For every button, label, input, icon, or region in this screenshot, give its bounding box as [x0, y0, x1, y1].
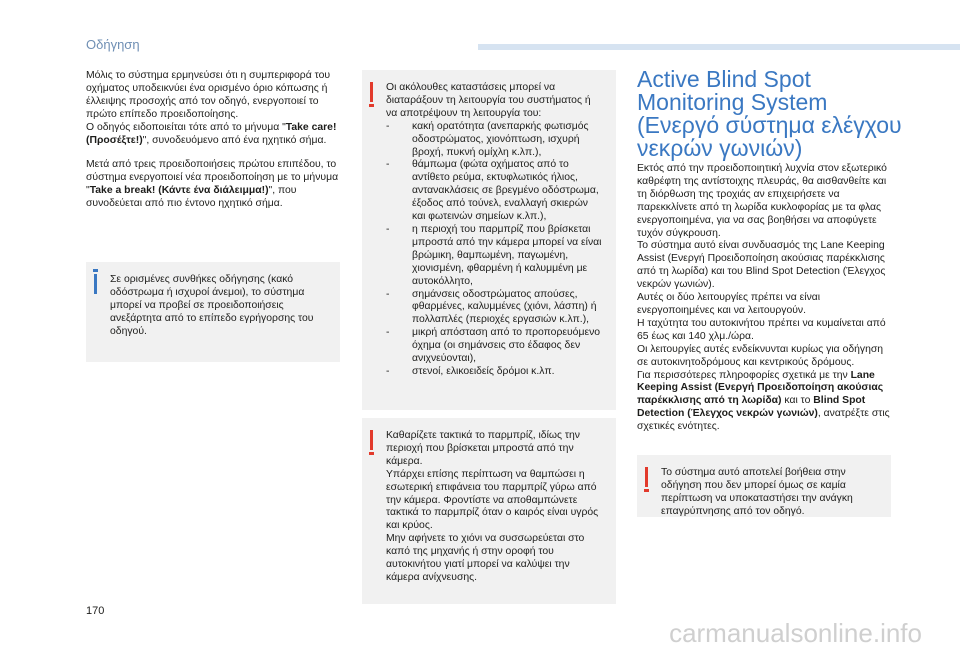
right-column	[637, 163, 895, 434]
paragraph-text: Για περισσότερες πληροφορίες σχετικά με την	[637, 369, 851, 381]
left-column	[86, 70, 344, 211]
cross-reference: Blind Spot Detection (Έλεγχος νεκρών γωνιών)	[637, 395, 866, 420]
paragraph-text: ", που συνοδεύεται από πιο έντονο ηχητικό σήμα.	[86, 185, 297, 210]
list-item: - μικρή απόσταση από το προπορευόμενο όχημα (οι σημάνσεις στο έδαφος δεν ανιχνεύονται),	[386, 327, 604, 366]
page-header-title: Οδήγηση	[86, 37, 140, 52]
message-text: Take care! (Προσέξτε!)	[86, 121, 337, 146]
note-intro: Οι ακόλουθες καταστάσεις μπορεί να διαταράξουν τη λειτουργία του συστήματος ή να αποτρέψουν τη λειτουργία του:	[386, 82, 591, 119]
warning-note-cleaning	[362, 418, 616, 604]
section-title-line: Monitoring System	[637, 89, 828, 115]
list-item: - στενοί, ελικοειδείς δρόμοι κ.λπ.	[386, 366, 604, 379]
paragraph-text: Ο οδηγός ειδοποιείται τότε από το μήνυμα "	[86, 121, 286, 133]
warning-icon	[645, 467, 648, 487]
note-text: Υπάρχει επίσης περίπτωση να θαμπώσει η εσωτερική επιφάνεια του παρμπρίζ γύρω από την κάμερα. Φροντίστε να αποθαμπώνετε τακτικά το παρμπρίζ όταν ο καιρός είναι υγρός και κρύος.	[386, 468, 599, 532]
paragraph-text: Μετά από τρεις προειδοποιήσεις πρώτου επιπέδου, το σύστημα ενεργοποιεί νέα προειδοποίηση με το μήνυμα "	[86, 159, 339, 197]
note-text: Μην αφήνετε το χιόνι να συσσωρεύεται στο καπό της μηχανής ή στην οροφή του αυτοκινήτου γιατί μπορεί να καλύψει την κάμερα ανίχνευσης.	[386, 533, 585, 583]
page-number: 170	[86, 605, 105, 617]
warning-icon	[370, 430, 373, 450]
conditions-list	[386, 121, 604, 379]
note-text: Καθαρίζετε τακτικά το παρμπρίζ, ιδίως την περιοχή που βρίσκεται μπροστά από την κάμερα.	[386, 430, 580, 467]
paragraph-text: Μόλις το σύστημα ερμηνεύσει ότι η συμπεριφορά του οχήματος υποδεικνύει ένα ορισμένο όριο κόπωσης ή έλλειψης προσοχής από τον οδηγό, ενεργοποιεί το πρώτο επίπεδο προειδοποίησης.	[86, 70, 331, 120]
note-text: Το σύστημα αυτό αποτελεί βοήθεια στην οδήγηση που δεν μπορεί όμως σε καμία περίπτωση να υποκαταστήσει την ανάγκη επαγρύπνησης από τον οδηγό.	[661, 467, 853, 517]
paragraph	[86, 159, 344, 211]
paragraph: Το σύστημα αυτό είναι συνδυασμός της Lane Keeping Assist (Ενεργή Προειδοποίηση ακούσιας παρέκκλισης από τη λωρίδα) και του Blind Spot Detection (Έλεγχος νεκρών γωνιών).	[637, 240, 886, 291]
header-divider	[478, 44, 960, 50]
list-item: - η περιοχή του παρμπρίζ που βρίσκεται μπροστά από την κάμερα μπορεί να είναι βρώμικη, θαμπωμένη, παγωμένη, χιονισμένη, φθαρμένη ή καλυμμένη με αυτοκόλλητο,	[386, 224, 604, 289]
note-text: Σε ορισμένες συνθήκες οδήγησης (κακό οδόστρωμα ή ισχυροί άνεμοι), το σύστημα μπορεί να προβεί σε προειδοποιήσεις ανεξάρτητα από το επίπεδο εγρήγορσης του οδηγού.	[110, 274, 314, 337]
info-icon	[94, 274, 97, 294]
cross-reference: Lane Keeping Assist (Ενεργή Προειδοποίηση ακούσιας παρέκκλισης από τη λωρίδα)	[637, 369, 884, 407]
paragraph: Η ταχύτητα του αυτοκινήτου πρέπει να κυμαίνεται από 65 έως και 140 χλμ./ώρα.	[637, 317, 886, 342]
list-item: - σημάνσεις οδοστρώματος απούσες, φθαρμένες, καλυμμένες (χιόνι, λάσπη) ή πολλαπλές (περιοχές εργασιών κ.λπ.),	[386, 289, 604, 328]
warning-icon	[370, 82, 373, 102]
paragraph: Εκτός από την προειδοποιητική λυχνία στον εξωτερικό καθρέφτη της αντίστοιχης πλευράς, θα αισθανθείτε και τη διόρθωση της τροχιάς αν επιχειρήσετε να παρεκκλίνετε από τη λωρίδα κυκλοφορίας με τα φλας ενεργοποιημένα, για να σας βοηθήσει να αποφύγετε τυχόν σύγκρουση.	[637, 163, 887, 239]
section-title-line: (Ενεργό σύστημα ελέγχου	[637, 112, 902, 138]
paragraph: Οι λειτουργίες αυτές ενδείκνυνται κυρίως για οδήγηση σε αυτοκινητοδρόμους και κεντρικούς δρόμους.	[637, 343, 884, 368]
paragraph-text: , ανατρέξτε στις σχετικές ενότητες.	[637, 408, 890, 433]
watermark: carmanualsonline.info	[669, 618, 922, 648]
message-text: Take a break! (Κάντε ένα διάλειμμα!)	[89, 185, 269, 197]
paragraph	[86, 70, 344, 122]
paragraph-text: ", συνοδευόμενο από ένα ηχητικό σήμα.	[142, 134, 327, 146]
paragraph-text: και το	[781, 395, 814, 407]
paragraph	[637, 370, 895, 435]
paragraph	[86, 122, 344, 148]
info-note	[86, 262, 340, 362]
list-item: - κακή ορατότητα (ανεπαρκής φωτισμός οδοστρώματος, χιονόπτωση, ισχυρή βροχή, πυκνή ομίχλη κ.λπ.),	[386, 121, 604, 160]
list-item: - θάμπωμα (φώτα οχήματος από το αντίθετο ρεύμα, εκτυφλωτικός ήλιος, αντανακλάσεις σε βρεγμένο οδόστρωμα, έξοδος από τούνελ, εναλλαγή σκιερών και φωτεινών σημείων κ.λπ.),	[386, 159, 604, 224]
section-title-line: νεκρών γωνιών)	[637, 135, 803, 161]
paragraph: Αυτές οι δύο λειτουργίες πρέπει να είναι ενεργοποιημένες και να λειτουργούν.	[637, 292, 821, 316]
section-title	[637, 68, 937, 160]
warning-note-assist	[637, 455, 891, 517]
section-title-line: Active Blind Spot	[637, 66, 811, 92]
warning-note-conditions	[362, 70, 616, 410]
